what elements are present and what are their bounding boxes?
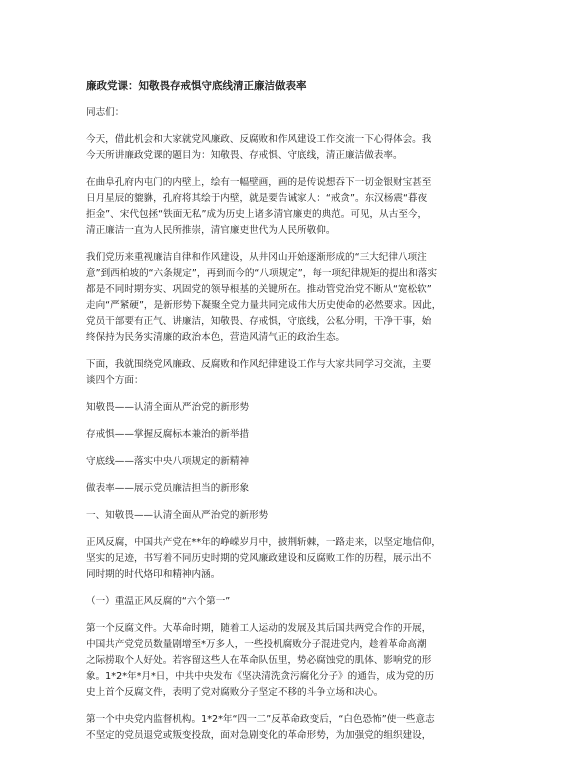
paragraph-line: 意”到西柏坡的“六条规定”，再到而今的“八项规定”，每一项纪律规矩的提出和落实 bbox=[86, 268, 438, 279]
overview-paragraph bbox=[86, 357, 504, 389]
paragraph-line: 清正廉洁一直为人民所推崇，清官廉吏世代为人民所敬仰。 bbox=[86, 225, 336, 236]
paragraph-line: 正风反腐，中国共产党在**年的峥嵘岁月中，披荆斩棘，一路走来，以坚定地信仰， bbox=[86, 537, 441, 548]
section-heading: 一、知敬畏——认清全面从严治党的新形势 bbox=[86, 510, 269, 521]
paragraph-line: 都是不同时期夯实、巩固党的领导根基的关键所在。推动管党治党不断从“宽松软” bbox=[86, 284, 432, 295]
document-title: 廉政党课：知敬畏存戒惧守底线清正廉洁做表率 bbox=[86, 80, 307, 92]
document-page bbox=[86, 78, 504, 755]
paragraph-line: 谈四个方面： bbox=[86, 375, 144, 386]
section-one-paragraph bbox=[86, 535, 504, 583]
aspect-item: 知敬畏——认清全面从严治党的新形势 bbox=[86, 402, 250, 413]
paragraph-line: 党员干部要有正气、讲廉洁，知敬畏、存戒惧，守底线，公私分明，干净干事，始 bbox=[86, 316, 432, 327]
aspect-item: 做表率——展示党员廉洁担当的新形象 bbox=[86, 483, 250, 494]
first-document-paragraph bbox=[86, 621, 504, 701]
paragraph-line: 坚实的足迹，书写着不同历史时期的党风廉政建设和反腐败工作的历程，展示出不 bbox=[86, 553, 432, 564]
paragraph-line: 第一个中央党内监督机构。1*2*年“四一二”反革命政变后，“白色恐怖”使一些意志 bbox=[86, 714, 435, 725]
paragraph-line: 中国共产党党员数量剧增至*万多人，一些投机腐败分子混进党内，趁着革命高潮 bbox=[86, 639, 427, 650]
paragraph-line: 象。1*2*年*月*日，中共中央发布《坚决清洗贪污腐化分子》的通告，成为党的历 bbox=[86, 671, 434, 682]
paragraph-line: 走向“严紧硬”，是新形势下凝聚全党力量共同完成伟大历史使命的必然要求。因此， bbox=[86, 300, 442, 311]
paragraph-line: 史上首个反腐文件，表明了党对腐败分子坚定不移的斗争立场和决心。 bbox=[86, 687, 384, 698]
paragraph-line: 终保持为民务实清廉的政治本色，营造风清气正的政治生态。 bbox=[86, 332, 346, 343]
history-paragraph bbox=[86, 175, 504, 239]
paragraph-line: 我们党历来重视廉洁自律和作风建设，从井冈山开始逐渐形成的“三大纪律八项注 bbox=[86, 252, 427, 263]
intro-paragraph bbox=[86, 132, 504, 164]
aspect-item: 存戒惧——掌握反腐标本兼治的新举措 bbox=[86, 429, 250, 440]
paragraph-line: 拒金”、宋代包拯“铁面无私”成为历史上诸多清官廉吏的典范。可见，从古至今， bbox=[86, 209, 428, 220]
first-institution-paragraph bbox=[86, 712, 504, 744]
greeting: 同志们： bbox=[86, 107, 125, 118]
paragraph-line: 在曲阜孔府内屯门的内壁上，绘有一幅壁画，画的是传说想吞下一切金银财宝甚至 bbox=[86, 177, 432, 188]
paragraph-line: 今天，借此机会和大家就党风廉政、反腐败和作风建设工作交流一下心得体会。我 bbox=[86, 134, 432, 145]
subsection-heading: （一）重温正风反腐的“六个第一” bbox=[86, 596, 231, 607]
aspect-item: 守底线——落实中央八项规定的新精神 bbox=[86, 456, 250, 467]
paragraph-line: 日月星辰的貔貅，孔府将其绘于内壁，就是要告诫家人：“戒贪”。东汉杨震“暮夜 bbox=[86, 193, 428, 204]
paragraph-line: 不坚定的党员退党或叛变投敌，面对急剧变化的革命形势，为加强党的组织建设， bbox=[86, 730, 432, 741]
paragraph-line: 同时期的时代烙印和精神内涵。 bbox=[86, 569, 221, 580]
paragraph-line: 下面，我就围绕党风廉政、反腐败和作风纪律建设工作与大家共同学习交流，主要 bbox=[86, 359, 432, 370]
party-tradition-paragraph bbox=[86, 250, 504, 346]
paragraph-line: 第一个反腐文件。大革命时期，随着工人运动的发展及其后国共两党合作的开展， bbox=[86, 623, 432, 634]
paragraph-line: 之际捞取个人好处。若容留这些人在革命队伍里，势必腐蚀党的肌体、影响党的形 bbox=[86, 655, 432, 666]
paragraph-line: 今天所讲廉政党课的题目为：知敬畏、存戒惧、守底线，清正廉洁做表率。 bbox=[86, 150, 403, 161]
